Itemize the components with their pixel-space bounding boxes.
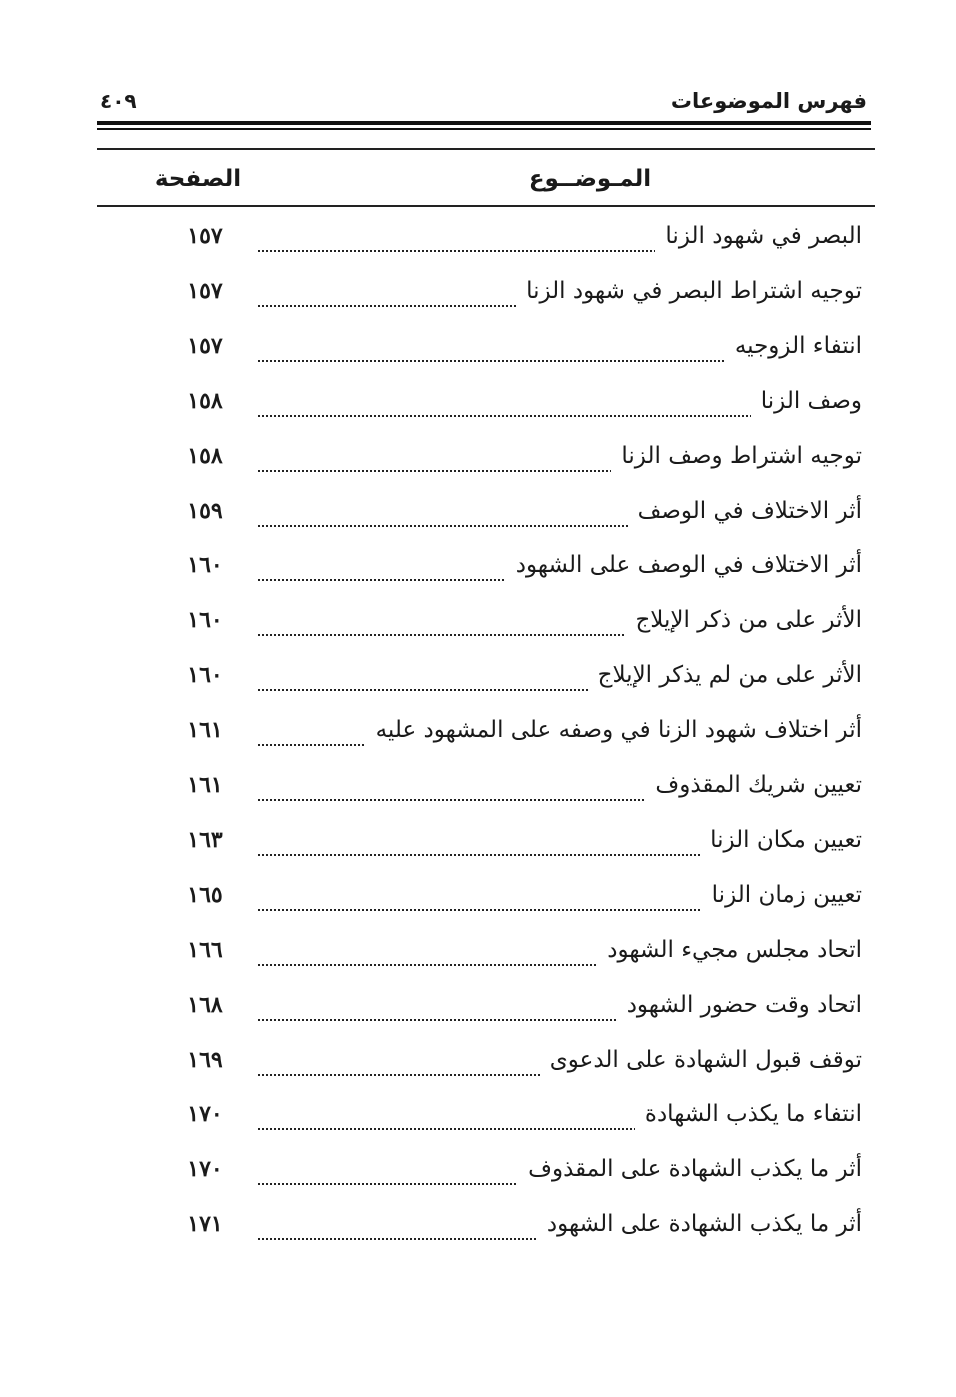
toc-entry-topic: تعيين مكان الزنا: [700, 822, 862, 858]
toc-entry-topic: انتفاء الزوجيه: [725, 328, 862, 364]
toc-entry: [0, 649, 956, 699]
toc-entry-topic: أثر ما يكذب الشهادة على الشهود: [537, 1206, 862, 1242]
toc-entry: [0, 979, 956, 1029]
running-header: [97, 86, 867, 118]
page-number: ٤٠٩: [100, 89, 137, 113]
toc-entry: [0, 320, 956, 370]
toc-entry: [0, 869, 956, 919]
column-header-page: الصفحة: [154, 166, 242, 192]
toc-entry-page: ١٥٧: [187, 277, 223, 304]
toc-entry-page: ١٥٨: [187, 387, 223, 414]
toc-entry-topic: البصر في شهود الزنا: [655, 218, 862, 254]
toc-entry-topic: الأثر على من ذكر الإيلاج: [625, 602, 862, 638]
toc-entry: [0, 539, 956, 589]
running-header-title: فهرس الموضوعات: [670, 89, 867, 113]
header-rule-thick: [97, 121, 871, 125]
toc-entry: [0, 704, 956, 754]
toc-entry: [0, 375, 956, 425]
toc-entry: [0, 1198, 956, 1248]
toc-entry-page: ١٥٧: [187, 332, 223, 359]
toc-entry-topic: تعيين زمان الزنا: [702, 877, 862, 913]
toc-entry-topic: انتفاء ما يكذب الشهادة: [635, 1096, 862, 1132]
column-header-top-rule: [97, 148, 875, 150]
toc-entry-topic: اتحاد مجلس مجيء الشهود: [597, 932, 862, 968]
toc-entry-page: ١٦٠: [187, 552, 223, 579]
toc-entry-page: ١٦٠: [187, 662, 223, 689]
toc-entry: [0, 1143, 956, 1193]
toc-entry-page: ١٥٩: [187, 497, 223, 524]
toc-entry-topic: أثر ما يكذب الشهادة على المقذوف: [518, 1151, 862, 1187]
toc-entry-page: ١٦٥: [187, 881, 223, 908]
toc-entry: [0, 594, 956, 644]
toc-entry-topic: الأثر على من لم يذكر الإيلاج: [588, 657, 862, 693]
toc-entry-page: ١٦٣: [187, 826, 223, 853]
toc-entry-page: ١٧١: [187, 1211, 223, 1238]
toc-entry: [0, 430, 956, 480]
toc-entry-topic: اتحاد وقت حضور الشهود: [617, 987, 862, 1023]
toc-entry-topic: وصف الزنا: [751, 383, 862, 419]
toc-entry-topic: أثر الاختلاف في الوصف على الشهود: [506, 547, 862, 583]
toc-entry-topic: أثر الاختلاف في الوصف: [628, 493, 862, 529]
toc-entry-page: ١٦٩: [187, 1046, 223, 1073]
toc-entry-topic: توقف قبول الشهادة على الدعوى: [540, 1042, 862, 1078]
toc-entry: [0, 265, 956, 315]
toc-entry-page: ١٥٧: [187, 223, 223, 249]
toc-entry-topic: تعيين شريك المقذوف: [645, 767, 862, 803]
toc-entry: [0, 924, 956, 974]
toc-entry: [0, 814, 956, 864]
toc-entry-topic: توجيه اشتراط وصف الزنا: [611, 438, 862, 474]
toc-entry-page: ١٦١: [187, 717, 223, 744]
toc-entry: [0, 1088, 956, 1138]
toc-entry: [0, 210, 956, 260]
toc-entry-page: ١٥٨: [187, 442, 223, 469]
column-header-topic: المـوضــوع: [528, 166, 652, 192]
toc-entry-page: ١٦١: [187, 772, 223, 798]
toc-entry-topic: توجيه اشتراط البصر في شهود الزنا: [516, 273, 862, 309]
toc-entry-topic: أثر اختلاف شهود الزنا في وصفه على المشهود عليه: [366, 712, 862, 748]
toc-entry-page: ١٦٦: [187, 936, 223, 963]
toc-entry-page: ١٦٠: [187, 607, 223, 634]
toc-entry-page: ١٧٠: [187, 1101, 223, 1128]
column-header-bottom-rule: [97, 205, 875, 207]
header-rule-thin: [97, 128, 871, 130]
toc-entry-page: ١٧٠: [187, 1156, 223, 1183]
toc-entry: [0, 759, 956, 809]
toc-entry: [0, 1034, 956, 1084]
toc-entry: [0, 485, 956, 535]
toc-entry-page: ١٦٨: [187, 991, 223, 1018]
